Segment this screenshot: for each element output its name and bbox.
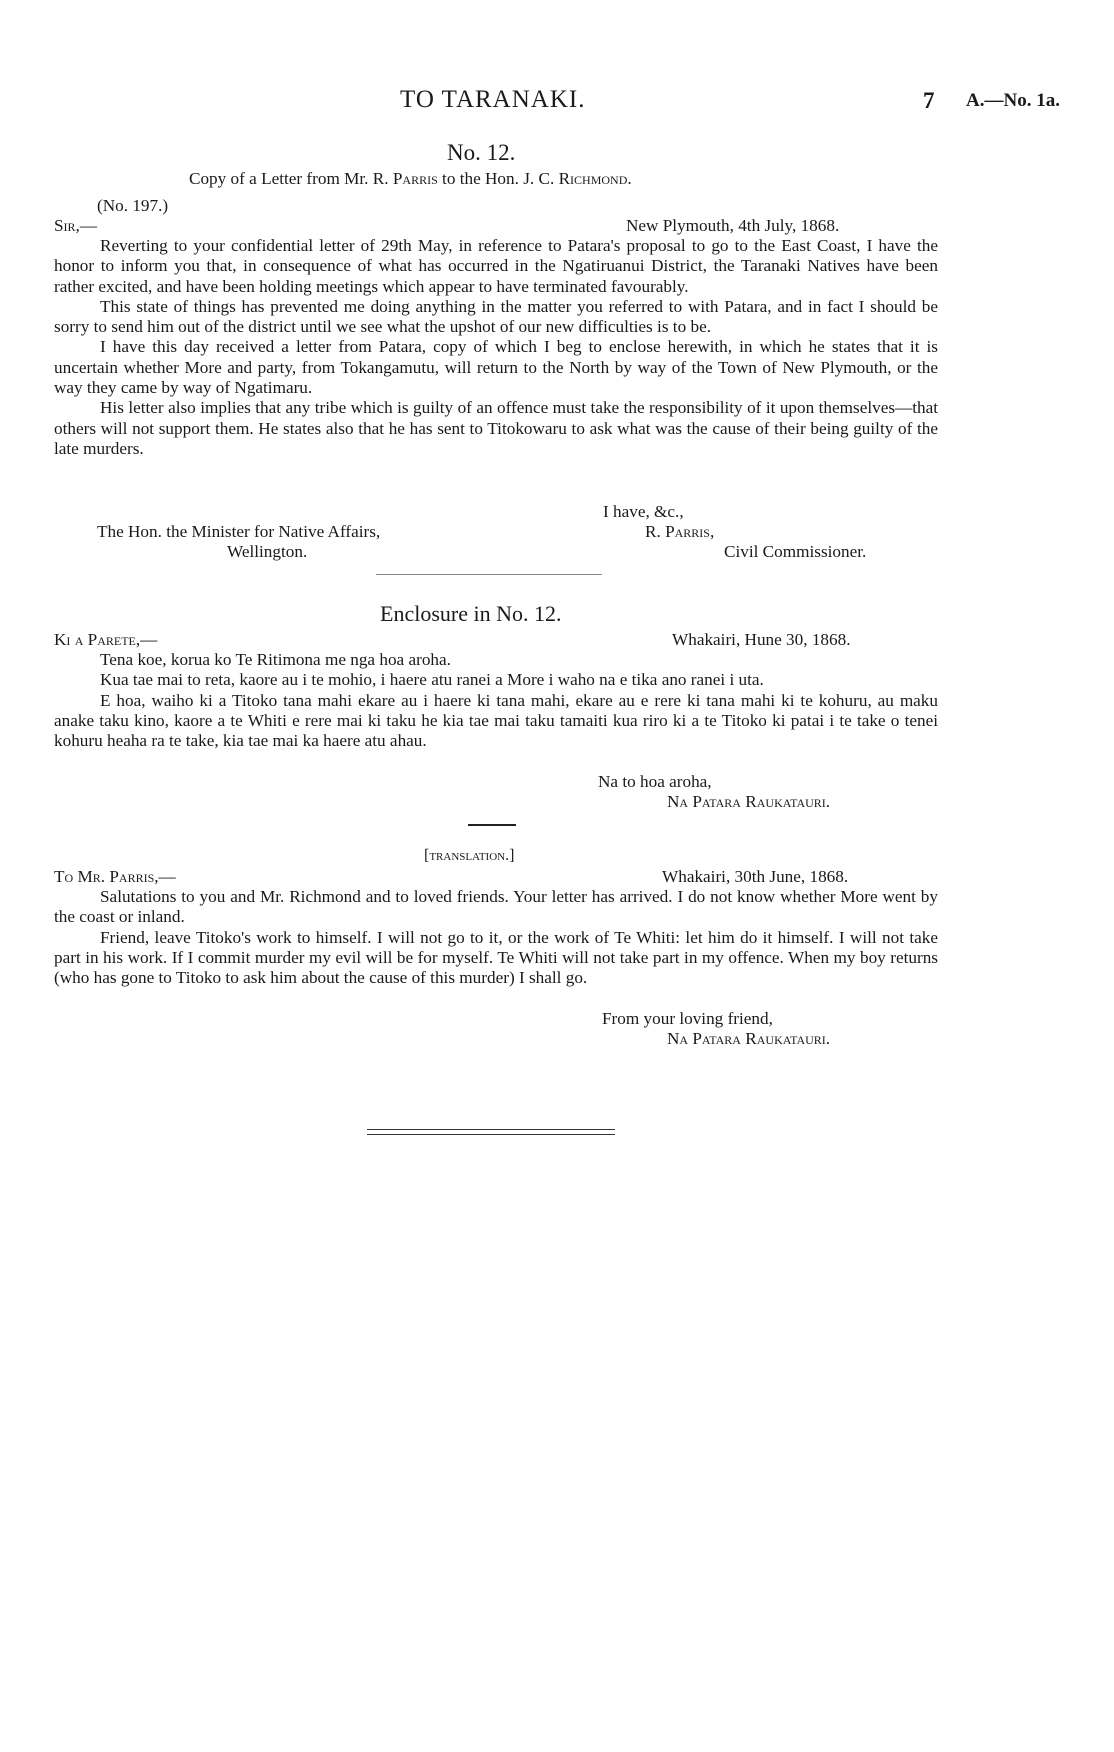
translation-label: [translation.] [424, 847, 515, 864]
addressee-line-2: Wellington. [227, 542, 308, 561]
letter-body [54, 236, 938, 459]
letter-number: (No. 197.) [97, 196, 169, 215]
letter-salutation: Sir,— [54, 216, 98, 235]
subheading-mid: to the [442, 169, 481, 188]
recipient-surname: Richmond. [558, 169, 632, 188]
running-title: TO TARANAKI. [400, 86, 586, 113]
recipient-prefix: Hon. J. C. [485, 169, 555, 188]
letter-heading: No. 12. [447, 140, 516, 165]
section-divider [376, 574, 602, 575]
signature-surname: Parris, [665, 522, 715, 541]
letter-signature [645, 522, 714, 542]
letter-paragraph: Reverting to your confidential letter of 29th May, in reference to Patara's proposal to go to the East Coast, I have the honor to inform you that, in consequence of what has occurred in the Ngatiruanui District, the Taranaki Natives have been rather excited, and have been holding meetings which appear to have terminated favourably. [54, 236, 938, 296]
translation-place-date: Whakairi, 30th June, 1868. [662, 867, 849, 886]
short-rule [468, 824, 516, 826]
author-initial: R. [372, 169, 389, 188]
end-rule-top [367, 1129, 615, 1130]
signature-title: Civil Commissioner. [724, 542, 867, 561]
end-rule-bottom [367, 1134, 615, 1135]
enclosure-heading: Enclosure in No. 12. [380, 601, 562, 626]
enclosure-paragraph: E hoa, waiho ki a Titoko tana mahi ekare au i haere ki tana mahi, ekare au e rere ki tana mahi ki te kohuru, au maku anake taku kino, kaore a te Whiti e rere mai ki taku he kia tae mai taku tamaiti kua riro ki a te Titoko ki patai i te take o tenei kohuru heaha ra te take, kia tae mai ka haere atu ahau. [54, 690, 938, 751]
translation-paragraph: Friend, leave Titoko's work to himself. I will not go to it, or the work of Te Whiti: let him do it himself. I will not take part in his work. If I commit murder my evil will be for myself. Te Whiti will not take part in my offence. When my boy returns (who has gone to Titoko to ask him about the cause of this murder) I shall go. [54, 927, 938, 988]
letter-subheading [189, 169, 632, 189]
enclosure-place-date: Whakairi, Hune 30, 1868. [672, 630, 851, 649]
document-reference: A.—No. 1a. [966, 90, 1060, 111]
enclosure-paragraph: Tena koe, korua ko Te Ritimona me nga hoa aroha. [100, 650, 451, 669]
signature-initial: R. [645, 522, 661, 541]
subheading-prefix: Copy of a Letter from Mr. [189, 169, 369, 188]
translation-closing: From your loving friend, [602, 1009, 773, 1028]
enclosure-signature: Na Patara Raukatauri. [667, 792, 831, 811]
enclosure-paragraph: Kua tae mai to reta, kaore au i te mohio, i haere atu ranei a More i waho na e tika ano ranei i uta. [100, 670, 764, 690]
enclosure-body [54, 650, 938, 751]
translation-body [54, 887, 938, 988]
translation-paragraph: Salutations to you and Mr. Richmond and to loved friends. Your letter has arrived. I do not know whether More went by the coast or inland. [54, 887, 938, 927]
letter-closing: I have, &c., [603, 502, 684, 521]
addressee-line-1: The Hon. the Minister for Native Affairs, [97, 522, 381, 541]
letter-place-date: New Plymouth, 4th July, 1868. [626, 216, 840, 235]
enclosure-closing: Na to hoa aroha, [598, 772, 712, 791]
page-number: 7 [923, 88, 935, 113]
translation-signature: Na Patara Raukatauri. [667, 1029, 831, 1048]
enclosure-salutation: Ki a Parete,— [54, 630, 158, 649]
letter-paragraph: I have this day received a letter from Patara, copy of which I beg to enclose herewith, in which he states that it is uncertain whether More and party, from Tokangamutu, will return to the North by way of the Town of New Plymouth, or the way they came by way of Ngatimaru. [54, 337, 938, 398]
author-surname: Parris [392, 169, 438, 188]
translation-salutation: To Mr. Parris,— [54, 867, 176, 886]
letter-paragraph: This state of things has prevented me doing anything in the matter you referred to with Patara, and in fact I should be sorry to send him out of the district until we see what the upshot of our new difficulties is to be. [54, 296, 938, 337]
letter-paragraph: His letter also implies that any tribe which is guilty of an offence must take the responsibility of it upon themselves—that others will not support them. He states also that he has sent to Titokowaru to ask what was the cause of their being guilty of the late murders. [54, 398, 938, 458]
